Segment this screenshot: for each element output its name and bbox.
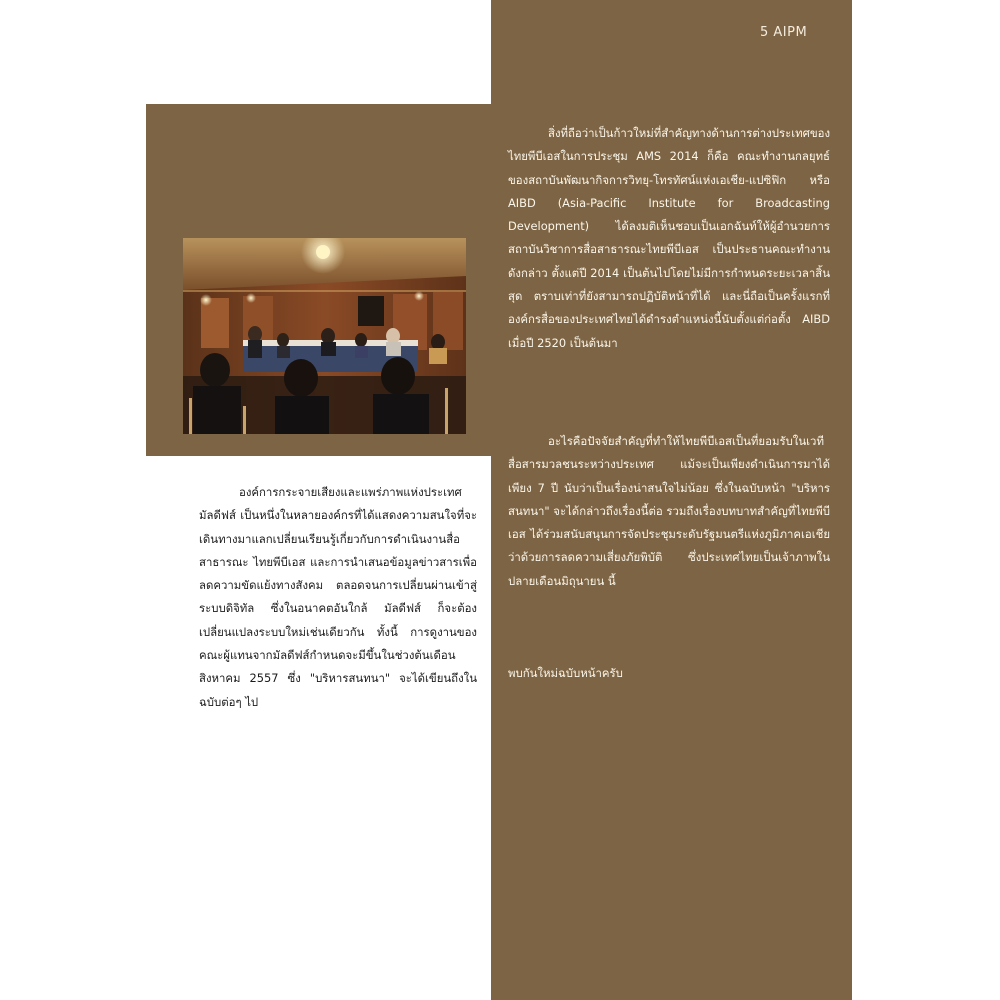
right-paragraph-2 <box>508 430 830 593</box>
left-paragraph-1 <box>199 481 477 714</box>
page-marker: 5 AIPM <box>760 25 808 40</box>
left-paragraph-1-text: องค์การกระจายเสียงและแพร่ภาพแห่งประเทศมัลดีฟส์ เป็นหนึ่งในหลายองค์กรที่ได้แสดงความสนใจที่จะเดินทางมาแลกเปลี่ยนเรียนรู้เกี่ยวกับการดำเนินงานสื่อสาธารณะ ไทยพีบีเอส และการนำเสนอข้อมูลข่าวสารเพื่อลดความขัดแย้งทางสังคม ตลอดจนการเปลี่ยนผ่านเข้าสู่ระบบดิจิทัล ซึ่งในอนาคตอันใกล้ มัลดีฟส์ ก็จะต้องเปลี่ยนแปลงระบบใหม่เช่นเดียวกัน ทั้งนี้ การดูงานของคณะผู้แทนจากมัลดีฟส์กำหนดจะมีขึ้นในช่วงต้นเดือนสิงหาคม 2557 ซึ่ง "บริหารสนทนา" จะได้เขียนถึงในฉบับต่อๆ ไป <box>199 485 477 709</box>
right-paragraph-1-text: สิ่งที่ถือว่าเป็นก้าวใหม่ที่สำคัญทางด้านการต่างประเทศของไทยพีบีเอสในการประชุม AMS 2014 ก็คือ คณะทำงานกลยุทธ์ของสถาบันพัฒนากิจการวิทยุ-โทรทัศน์แห่งเอเชีย-แปซิฟิก หรือ AIBD (Asia-Pacific Institute for Broadcasting Development) ได้ลงมติเห็นชอบเป็นเอกฉันท์ให้ผู้อำนวยการสถาบันวิชาการสื่อสาธารณะไทยพีบีเอส เป็นประธานคณะทำงานดังกล่าว ตั้งแต่ปี 2014 เป็นต้นไปโดยไม่มีการกำหนดระยะเวลาสิ้นสุด ตราบเท่าที่ยังสามารถปฏิบัติหน้าที่ได้ และนี่ถือเป็นครั้งแรกที่องค์กรสื่อของประเทศไทยได้ดำรงตำแหน่งนี้นับตั้งแต่ก่อตั้ง AIBD เมื่อปี 2520 เป็นต้นมา <box>508 126 831 350</box>
right-closing-line-text: พบกันใหม่ฉบับหน้าครับ <box>508 666 623 680</box>
meeting-photo <box>183 238 466 434</box>
right-paragraph-2-text: อะไรคือปัจจัยสำคัญที่ทำให้ไทยพีบีเอสเป็นที่ยอมรับในเวทีสื่อสารมวลชนระหว่างประเทศ แม้จะเป็นเพียงดำเนินการมาได้เพียง 7 ปี นับว่าเป็นเรื่องน่าสนใจไม่น้อย ซึ่งในฉบับหน้า "บริหารสนทนา" จะได้กล่าวถึงเรื่องนี้ต่อ รวมถึงเรื่องบทบาทสำคัญที่ไทยพีบีเอส ได้ร่วมสนับสนุนการจัดประชุมระดับรัฐมนตรีแห่งภูมิภาคเอเชียว่าด้วยการลดความเสี่ยงภัยพิบัติ ซึ่งประเทศไทยเป็นเจ้าภาพในปลายเดือนมิถุนายน นี้ <box>508 434 830 588</box>
right-closing-line <box>508 662 830 685</box>
right-paragraph-1 <box>508 122 830 355</box>
